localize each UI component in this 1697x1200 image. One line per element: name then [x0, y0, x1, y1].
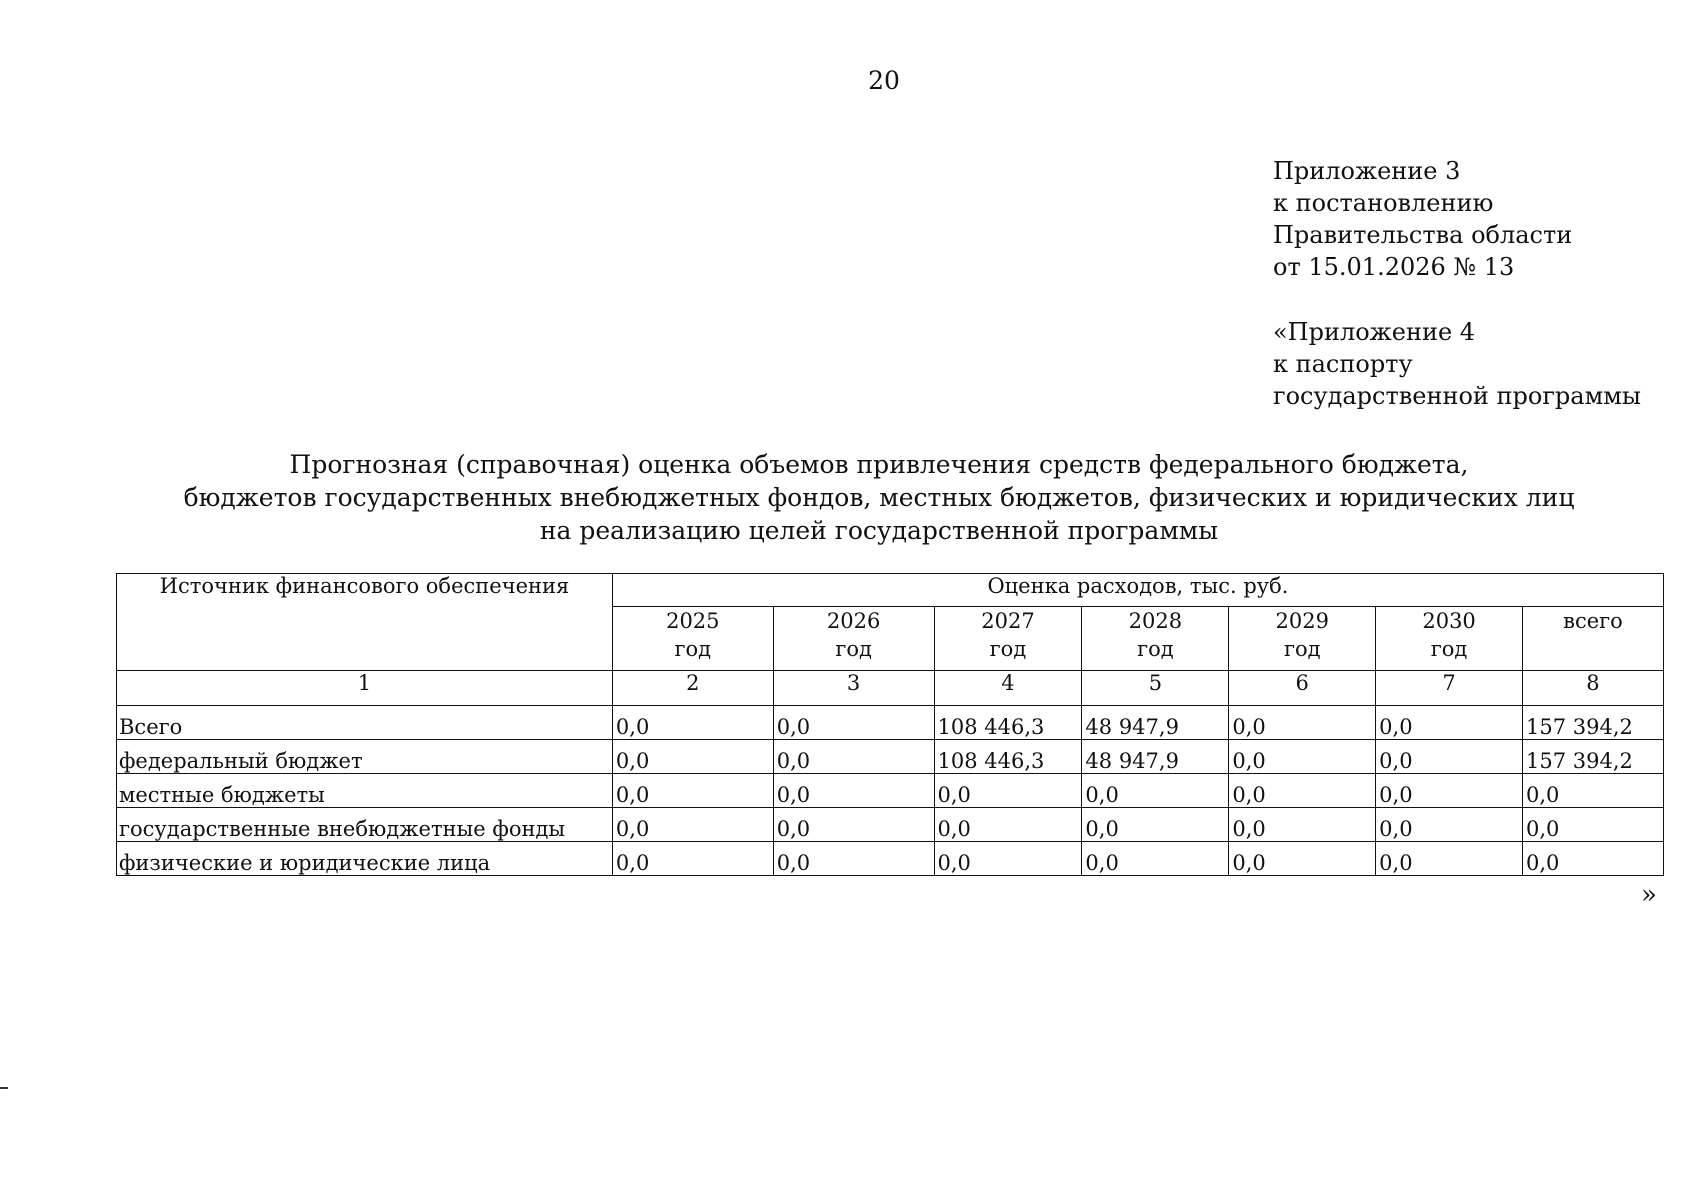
column-number: 4 — [934, 671, 1082, 706]
column-number: 1 — [117, 671, 613, 706]
cell-2029: 0,0 — [1229, 706, 1376, 740]
year-header-2025 — [612, 607, 773, 671]
column-number-row — [117, 671, 1664, 706]
column-number: 5 — [1082, 671, 1229, 706]
year-unit: год — [1430, 637, 1468, 662]
cell-total: 0,0 — [1522, 774, 1663, 808]
cell-2029: 0,0 — [1229, 842, 1376, 876]
cell-2027: 0,0 — [934, 842, 1082, 876]
year-unit: год — [1283, 637, 1321, 662]
scan-edge-mark — [0, 1087, 8, 1089]
source-header: Источник финансового обеспечения — [117, 574, 613, 671]
cell-2030: 0,0 — [1376, 808, 1523, 842]
year-value: 2027 — [981, 609, 1035, 634]
cell-2030: 0,0 — [1376, 706, 1523, 740]
row-label: физические и юридические лица — [117, 842, 613, 876]
cell-2025: 0,0 — [612, 842, 773, 876]
appendix-3-line: к постановлению — [1273, 189, 1494, 217]
cell-2025: 0,0 — [612, 706, 773, 740]
year-header-2029 — [1229, 607, 1376, 671]
year-header-2026 — [773, 607, 934, 671]
appendix-3-line: Правительства области — [1273, 221, 1573, 249]
title-line: бюджетов государственных внебюджетных фондов, местных бюджетов, физических и юридических лиц — [183, 483, 1575, 512]
cell-2026: 0,0 — [773, 808, 934, 842]
cell-total: 157 394,2 — [1522, 706, 1663, 740]
cell-2026: 0,0 — [773, 740, 934, 774]
year-unit: год — [1137, 637, 1174, 662]
cell-2025: 0,0 — [612, 774, 773, 808]
cell-2027: 0,0 — [934, 808, 1082, 842]
year-header-2030 — [1376, 607, 1523, 671]
cell-2025: 0,0 — [612, 740, 773, 774]
cell-2028: 48 947,9 — [1082, 740, 1229, 774]
cell-2029: 0,0 — [1229, 740, 1376, 774]
appendix-4-line: государственной программы — [1273, 382, 1642, 410]
cell-2029: 0,0 — [1229, 774, 1376, 808]
year-value: 2028 — [1128, 609, 1183, 634]
cell-2030: 0,0 — [1376, 842, 1523, 876]
row-label: Всего — [117, 706, 613, 740]
cell-2030: 0,0 — [1376, 740, 1523, 774]
appendix-3-block — [1273, 155, 1572, 283]
closing-quote: » — [1641, 880, 1657, 910]
cell-2028: 0,0 — [1082, 774, 1229, 808]
column-number: 6 — [1229, 671, 1376, 706]
table-row-individuals-and-legal-entities — [117, 842, 1664, 876]
title-line: Прогнозная (справочная) оценка объемов привлечения средств федерального бюджета, — [289, 450, 1469, 479]
cell-2026: 0,0 — [773, 774, 934, 808]
cell-total: 0,0 — [1522, 808, 1663, 842]
appendix-3-line: Приложение 3 — [1273, 157, 1461, 185]
cell-2027: 0,0 — [934, 774, 1082, 808]
page-number: 20 — [868, 66, 900, 95]
cell-2027: 108 446,3 — [934, 740, 1082, 774]
year-value: 2026 — [826, 609, 881, 634]
title-line: на реализацию целей государственной программы — [539, 516, 1219, 545]
year-value: 2029 — [1275, 609, 1329, 634]
total-header: всего — [1522, 607, 1663, 671]
row-label: государственные внебюджетные фонды — [117, 808, 613, 842]
table-row-total — [117, 706, 1664, 740]
cell-total: 157 394,2 — [1522, 740, 1663, 774]
year-unit: год — [835, 637, 872, 662]
year-unit: год — [674, 637, 712, 662]
row-label: местные бюджеты — [117, 774, 613, 808]
column-number: 8 — [1522, 671, 1663, 706]
table-row-local-budgets — [117, 774, 1664, 808]
cell-2026: 0,0 — [773, 842, 934, 876]
column-number: 7 — [1376, 671, 1523, 706]
table-row-extra-budgetary-funds — [117, 808, 1664, 842]
cell-2028: 48 947,9 — [1082, 706, 1229, 740]
appendix-4-line: «Приложение 4 — [1273, 318, 1476, 346]
cell-2025: 0,0 — [612, 808, 773, 842]
financing-table — [116, 573, 1664, 876]
year-value: 2030 — [1422, 609, 1476, 634]
appendix-3-line: от 15.01.2026 № 13 — [1273, 253, 1515, 281]
table-row-federal-budget — [117, 740, 1664, 774]
year-unit: год — [989, 637, 1027, 662]
document-title — [110, 448, 1648, 547]
expense-estimate-header: Оценка расходов, тыс. руб. — [612, 574, 1663, 607]
year-value: 2025 — [666, 609, 720, 634]
appendix-4-line: к паспорту — [1273, 350, 1413, 378]
cell-2029: 0,0 — [1229, 808, 1376, 842]
cell-2030: 0,0 — [1376, 774, 1523, 808]
cell-2028: 0,0 — [1082, 808, 1229, 842]
column-number: 3 — [773, 671, 934, 706]
cell-2027: 108 446,3 — [934, 706, 1082, 740]
appendix-4-block — [1273, 316, 1641, 412]
year-header-2027 — [934, 607, 1082, 671]
row-label: федеральный бюджет — [117, 740, 613, 774]
cell-2028: 0,0 — [1082, 842, 1229, 876]
year-header-2028 — [1082, 607, 1229, 671]
cell-2026: 0,0 — [773, 706, 934, 740]
column-number: 2 — [612, 671, 773, 706]
cell-total: 0,0 — [1522, 842, 1663, 876]
